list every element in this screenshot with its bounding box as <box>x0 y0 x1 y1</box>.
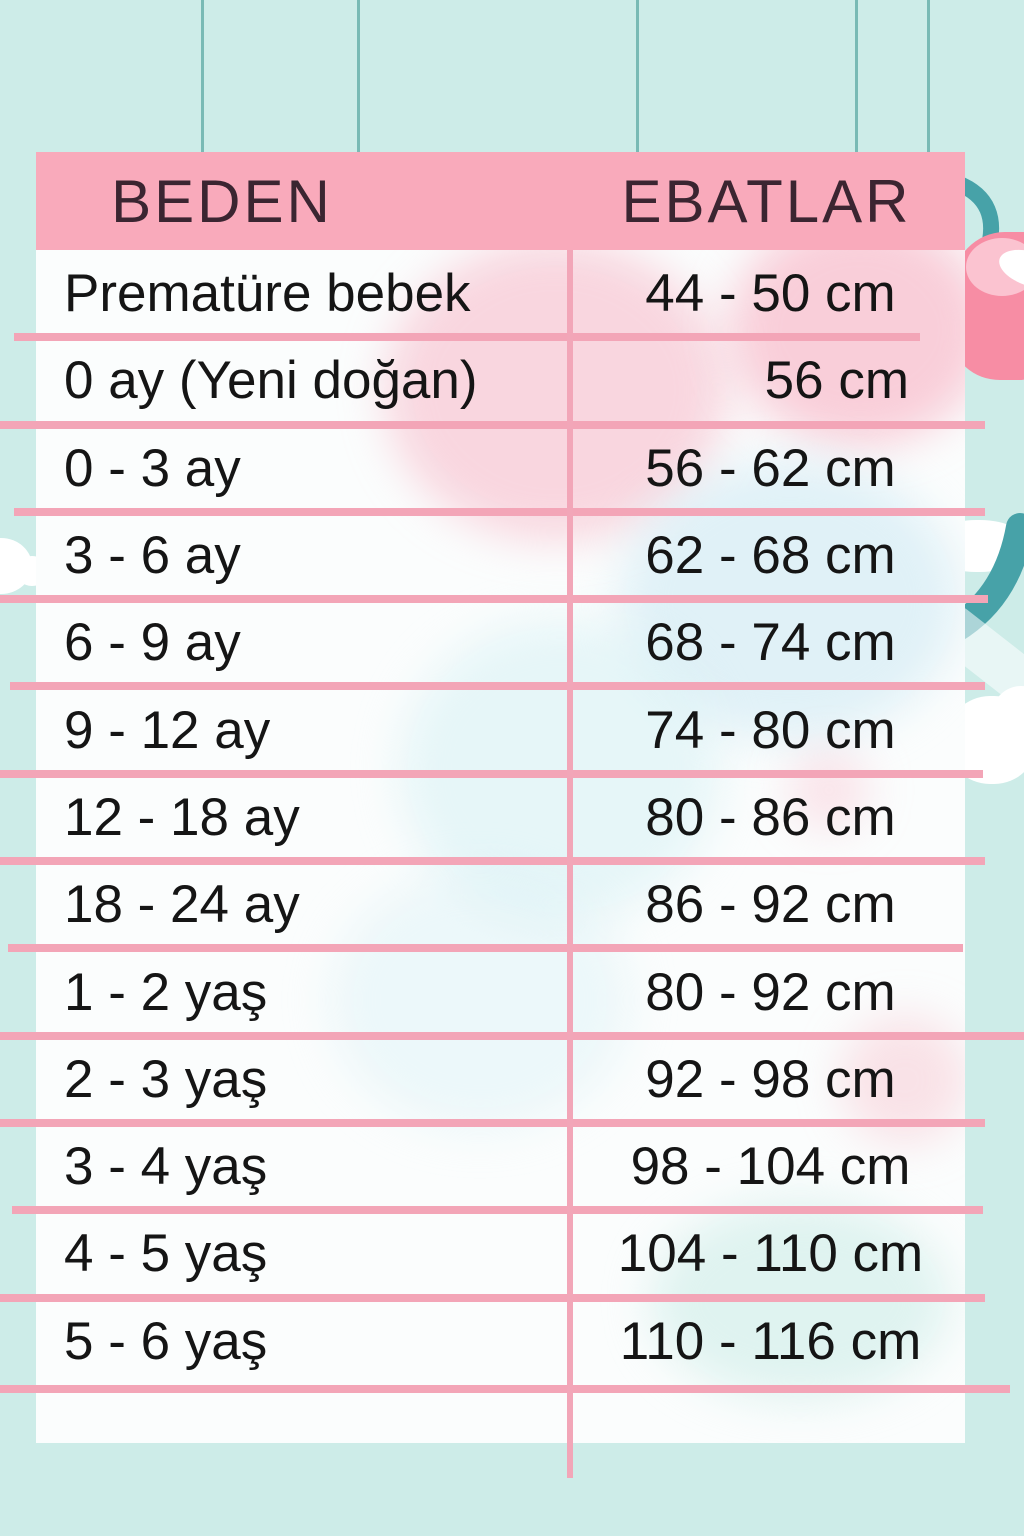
dimension-cell: 104 - 110 cm <box>617 1224 924 1284</box>
row-divider-line <box>0 857 985 865</box>
dimension-cell: 68 - 74 cm <box>645 613 896 673</box>
dimension-cell: 56 - 62 cm <box>645 438 896 498</box>
hanging-string-line <box>201 0 204 154</box>
dimension-cell: 44 - 50 cm <box>645 264 896 324</box>
size-cell: 6 - 9 ay <box>64 613 241 673</box>
hanging-string-line <box>855 0 858 154</box>
size-cell: 4 - 5 yaş <box>64 1224 268 1284</box>
table-row <box>36 861 965 948</box>
row-divider-line <box>14 333 920 341</box>
dimension-cell: 98 - 104 cm <box>630 1137 911 1197</box>
dimension-cell: 62 - 68 cm <box>645 526 896 586</box>
size-cell: 2 - 3 yaş <box>64 1049 268 1109</box>
dimension-cell: 80 - 86 cm <box>645 787 896 847</box>
dimension-cell: 92 - 98 cm <box>645 1049 896 1109</box>
table-row <box>36 250 965 337</box>
row-divider-line <box>0 421 985 429</box>
table-row <box>36 1210 965 1297</box>
table-row <box>36 1036 965 1123</box>
size-cell: 9 - 12 ay <box>64 700 271 760</box>
table-row <box>36 337 965 424</box>
size-cell: 0 ay (Yeni doğan) <box>64 351 478 411</box>
row-divider-line <box>0 1294 985 1302</box>
size-cell: 18 - 24 ay <box>64 875 300 935</box>
row-divider-line <box>14 508 985 516</box>
size-cell: 3 - 4 yaş <box>64 1137 268 1197</box>
hanging-string-line <box>636 0 639 154</box>
size-cell: 5 - 6 yaş <box>64 1311 268 1371</box>
hanging-string-line <box>927 0 930 154</box>
row-divider-line <box>0 1032 1024 1040</box>
size-cell: 3 - 6 ay <box>64 526 241 586</box>
row-divider-line <box>0 1119 985 1127</box>
header-cell-ebatlar: EBATLAR <box>621 167 912 235</box>
size-table <box>36 152 965 1443</box>
hanging-string-line <box>357 0 360 154</box>
dimension-cell: 74 - 80 cm <box>645 700 896 760</box>
table-row <box>36 1123 965 1210</box>
row-divider-line <box>10 682 985 690</box>
size-cell: 0 - 3 ay <box>64 438 241 498</box>
column-divider-line <box>567 250 573 1478</box>
table-row <box>36 774 965 861</box>
table-row <box>36 599 965 686</box>
row-divider-line <box>8 944 963 952</box>
header-cell-beden: BEDEN <box>111 167 333 235</box>
table-row <box>36 1298 965 1385</box>
size-cell: Prematüre bebek <box>64 264 471 324</box>
size-cell: 1 - 2 yaş <box>64 962 268 1022</box>
dimension-cell: 86 - 92 cm <box>645 875 896 935</box>
table-row <box>36 948 965 1035</box>
table-row <box>36 512 965 599</box>
dimension-cell: 56 cm <box>764 351 909 411</box>
row-divider-line <box>0 1385 1010 1393</box>
table-row <box>36 425 965 512</box>
table-row <box>36 686 965 773</box>
row-divider-line <box>12 1206 983 1214</box>
dimension-cell: 110 - 116 cm <box>619 1311 922 1371</box>
dimension-cell: 80 - 92 cm <box>645 962 896 1022</box>
row-divider-line <box>0 770 983 778</box>
table-header <box>36 152 965 250</box>
size-cell: 12 - 18 ay <box>64 787 300 847</box>
row-divider-line <box>0 595 988 603</box>
